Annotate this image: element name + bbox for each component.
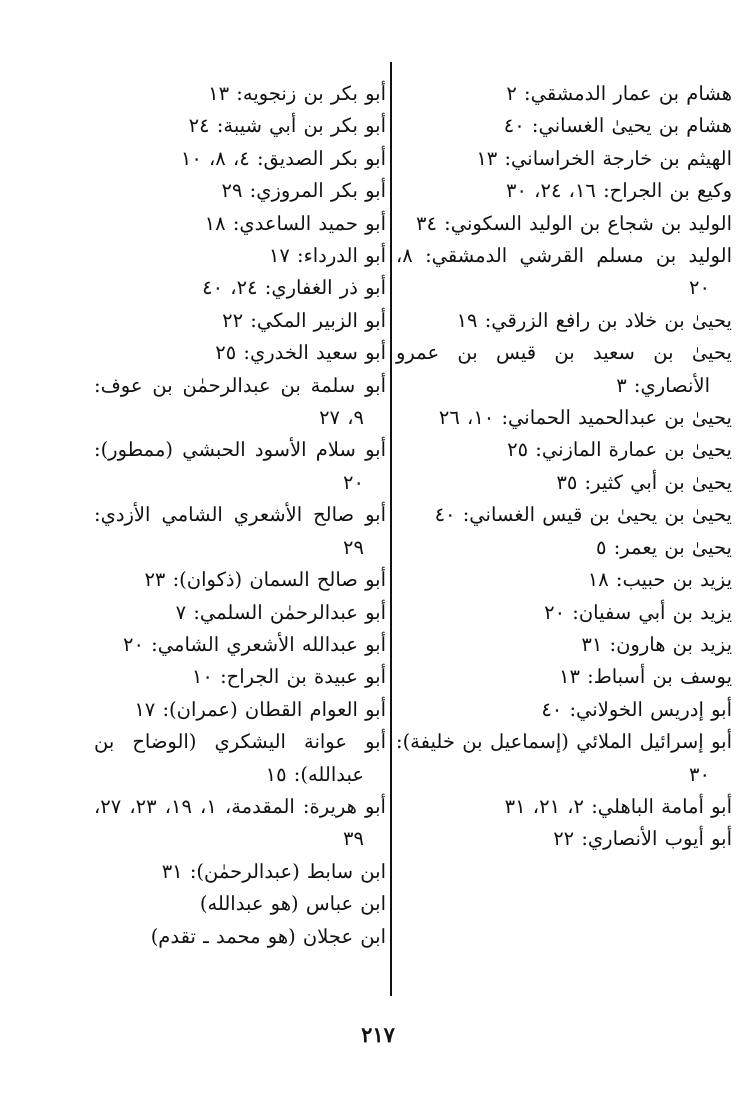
index-entry: أبو ذر الغفاري: ٢٤، ٤٠ [202,276,386,300]
index-entry: هشام بن عمار الدمشقي: ٢ [506,82,732,105]
index-entry: الوليد بن شجاع بن الوليد السكوني: ٣٤ [415,211,732,235]
index-entry: يحيىٰ بن أبي كثير: ٣٥ [556,470,732,494]
index-entry: أبو الزبير المكي: ٢٢ [222,308,386,332]
index-entry: وكيع بن الجراح: ١٦، ٢٤، ٣٠ [506,179,732,203]
index-entry: يزيد بن أبي سفيان: ٢٠ [544,600,732,624]
index-entry: أبو عبدالله الأشعري الشامي: ٢٠ [123,632,386,656]
index-entry: أبو إسرائيل الملائي (إسماعيل بن خليفة): ٣٠ [396,730,732,786]
index-entry: أبو إدريس الخولاني: ٤٠ [541,697,732,721]
index-entry: أبو بكر بن أبي شيبة: ٢٤ [188,114,386,138]
index-entry: ابن سابط (عبدالرحمٰن): ٣١ [161,859,386,883]
index-entry: هشام بن يحيىٰ الغساني: ٤٠ [503,114,732,138]
index-entry: يحيىٰ بن سعيد بن قيس بن عمرو الأنصاري: ٣ [396,341,732,397]
index-entry: أبو عبدالرحمٰن السلمي: ٧ [175,600,386,624]
index-entry: الهيثم بن خارجة الخراساني: ١٣ [476,146,732,170]
index-entry: أبو صالح السمان (ذكوان): ٢٣ [144,568,386,592]
index-entry: يحيىٰ بن يعمر: ٥ [596,535,732,559]
index-entry: يزيد بن هارون: ٣١ [581,632,732,656]
index-entry: يحيىٰ بن خلاد بن رافع الزرقي: ١٩ [456,308,732,332]
column-divider [390,62,392,996]
index-entry: يحيىٰ بن عمارة المازني: ٢٥ [507,438,732,462]
index-entry: يزيد بن حبيب: ١٨ [587,568,732,592]
index-entry: أبو أيوب الأنصاري: ٢٢ [553,827,732,851]
index-entry: ابن عباس (هو عبدالله) [199,892,386,916]
index-entry: أبو هريرة: المقدمة، ١، ١٩، ٢٣، ٢٧، ٣٩ [94,794,386,851]
index-entry: أبو سلمة بن عبدالرحمٰن بن عوف: ٩، ٢٧ [94,373,386,430]
index-entry: أبو أمامة الباهلي: ٢، ٢١، ٣١ [504,794,732,818]
page-number: ٢١٧ [361,1022,395,1047]
index-entry: أبو الدرداء: ١٧ [268,244,386,268]
index-entry: أبو بكر المروزي: ٢٩ [221,179,386,203]
index-entry: أبو سعيد الخدري: ٢٥ [215,341,386,365]
index-entry: أبو عوانة اليشكري (الوضاح بن عبدالله): ١٥ [94,730,386,786]
index-entry: أبو سلام الأسود الحبشي (ممطور): ٢٠ [94,438,386,494]
index-column-left [94,78,386,953]
index-entry: يحيىٰ بن عبدالحميد الحماني: ١٠، ٢٦ [438,406,732,430]
index-entry: يوسف بن أسباط: ١٣ [558,665,732,689]
index-entry: أبو صالح الأشعري الشامي الأزدي: ٢٩ [94,503,386,559]
index-entry: أبو بكر الصديق: ٤، ٨، ١٠ [180,146,386,170]
index-column-right [396,78,732,856]
index-entry: يحيىٰ بن يحيىٰ بن قيس الغساني: ٤٠ [434,503,732,527]
index-entry: أبو العوام القطان (عمران): ١٧ [134,697,386,721]
index-entry: أبو عبيدة بن الجراح: ١٠ [191,665,386,689]
index-entry: الوليد بن مسلم القرشي الدمشقي: ٨، ٢٠ [396,244,732,300]
index-entry: أبو حميد الساعدي: ١٨ [204,211,386,235]
index-entry: ابن عجلان (هو محمد ـ تقدم) [150,924,386,948]
index-entry: أبو بكر بن زنجويه: ١٣ [208,82,386,105]
